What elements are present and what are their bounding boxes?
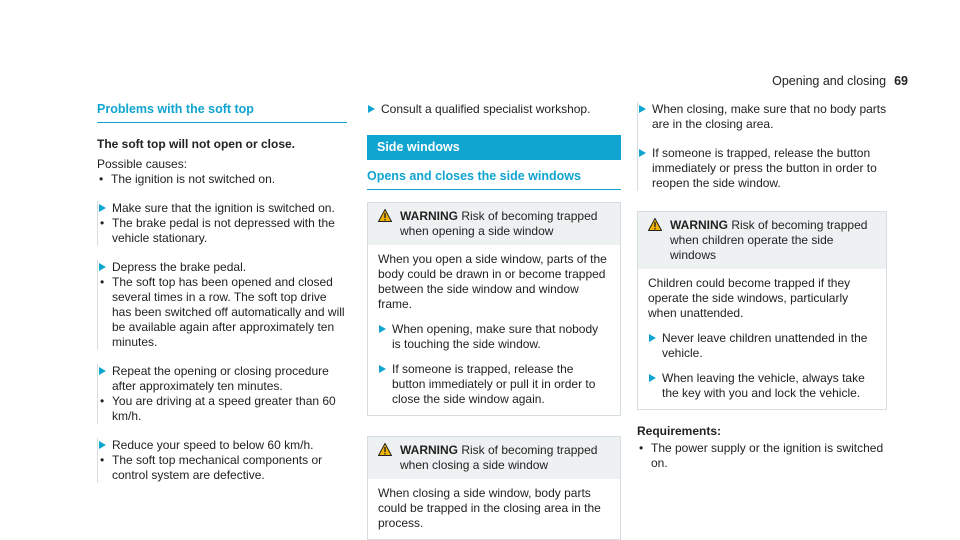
list-item-text: The power supply or the ignition is switched on. [651, 441, 884, 470]
list-item-text: The soft top mechanical components or control system are defective. [112, 453, 323, 482]
step [378, 362, 610, 407]
step [98, 364, 347, 394]
list-item-text: The ignition is not switched on. [111, 172, 276, 186]
requirements-label: Requirements: [637, 424, 722, 438]
warning-triangle-icon [648, 218, 662, 231]
step [367, 102, 621, 117]
bullet-icon: • [100, 275, 105, 289]
page-number: 69 [894, 74, 908, 88]
arrow-icon [639, 105, 646, 113]
list-item [637, 441, 887, 471]
arrow-icon [379, 365, 386, 373]
arrow-icon [368, 105, 375, 113]
list-item [98, 216, 347, 246]
step-text: Repeat the opening or closing procedure after approximately ten minutes. [112, 364, 329, 393]
step-text: Reduce your speed to below 60 km/h. [112, 438, 314, 452]
warning-body [368, 479, 620, 539]
list-item-text: The brake pedal is not depressed with the vehicle stationary. [112, 216, 335, 245]
step-group [97, 260, 347, 350]
list-item [98, 275, 347, 350]
arrow-icon [99, 204, 106, 212]
step-text: Depress the brake pedal. [112, 260, 247, 274]
arrow-icon [639, 149, 646, 157]
warning-head-text: Risk of becoming trapped when children operate the side windows [670, 218, 868, 262]
arrow-icon [99, 367, 106, 375]
warning-body-text: When you open a side window, parts of the body could be drawn in or become trapped between the side window and window frame. [378, 252, 607, 311]
warning-triangle-icon [378, 209, 392, 222]
bullet-icon: • [100, 216, 105, 230]
warning-box [637, 211, 887, 410]
step-text: When opening, make sure that nobody is touching the side window. [392, 322, 599, 351]
warning-head-text: Risk of becoming trapped when opening a side window [400, 209, 598, 238]
possible-causes-label: Possible causes: [97, 157, 188, 171]
step [98, 201, 347, 216]
step-group [97, 201, 347, 246]
list-item [97, 172, 347, 187]
list-item-text: The soft top has been opened and closed several times in a row. The soft top drive has been switched off automatically and will be available again after approximately ten minutes. [112, 275, 345, 349]
bullet-icon: • [99, 172, 104, 186]
arrow-icon [649, 334, 656, 342]
step [98, 260, 347, 275]
step-group [97, 438, 347, 483]
arrow-icon [99, 263, 106, 271]
bullet-icon: • [100, 394, 105, 408]
page-header [772, 74, 908, 89]
step-text: If someone is trapped, release the button immediately or pull it in order to close the side window again. [392, 362, 596, 406]
warning-box [367, 202, 621, 416]
arrow-icon [379, 325, 386, 333]
warning-body [368, 245, 620, 415]
step [638, 146, 887, 191]
step-group [637, 102, 887, 191]
bullet-icon: • [100, 453, 105, 467]
warning-header [368, 203, 620, 245]
arrow-icon [99, 441, 106, 449]
column-2 [367, 102, 621, 540]
step [98, 438, 347, 453]
step-text: Never leave children unattended in the vehicle. [662, 331, 868, 360]
step [378, 322, 610, 352]
section-title: Opening and closing [772, 74, 887, 88]
warning-header [368, 437, 620, 479]
warning-head-text: Risk of becoming trapped when closing a side window [400, 443, 598, 472]
bullet-icon: • [639, 441, 644, 455]
warning-label: WARNING [400, 209, 458, 223]
list-item-text: You are driving at a speed greater than 60 km/h. [112, 394, 336, 423]
step [648, 371, 876, 401]
list-item [98, 453, 347, 483]
heading-soft-top-problems: Problems with the soft top [97, 102, 347, 123]
list-item [98, 394, 347, 424]
arrow-icon [649, 374, 656, 382]
step [648, 331, 876, 361]
column-1 [97, 102, 347, 483]
section-bar-side-windows: Side windows [367, 135, 621, 160]
step [638, 102, 887, 132]
column-3 [637, 102, 887, 471]
warning-box [367, 436, 621, 540]
heading-opens-closes: Opens and closes the side windows [367, 169, 621, 190]
warning-body-text: When closing a side window, body parts could be trapped in the closing area in the process. [378, 486, 601, 530]
warning-label: WARNING [670, 218, 728, 232]
step-text: If someone is trapped, release the button immediately or press the button in order to reopen the side window. [652, 146, 877, 190]
step-text: When leaving the vehicle, always take the key with you and lock the vehicle. [662, 371, 865, 400]
warning-body [638, 269, 886, 409]
step-text: Consult a qualified specialist workshop. [381, 102, 591, 116]
warning-body-text: Children could become trapped if they operate the side windows, particularly when unattended. [648, 276, 851, 320]
warning-triangle-icon [378, 443, 392, 456]
step-group [97, 364, 347, 424]
warning-label: WARNING [400, 443, 458, 457]
warning-header [638, 212, 886, 269]
step-text: Make sure that the ignition is switched on. [112, 201, 335, 215]
problem-title: The soft top will not open or close. [97, 137, 295, 151]
step-text: When closing, make sure that no body parts are in the closing area. [652, 102, 887, 131]
